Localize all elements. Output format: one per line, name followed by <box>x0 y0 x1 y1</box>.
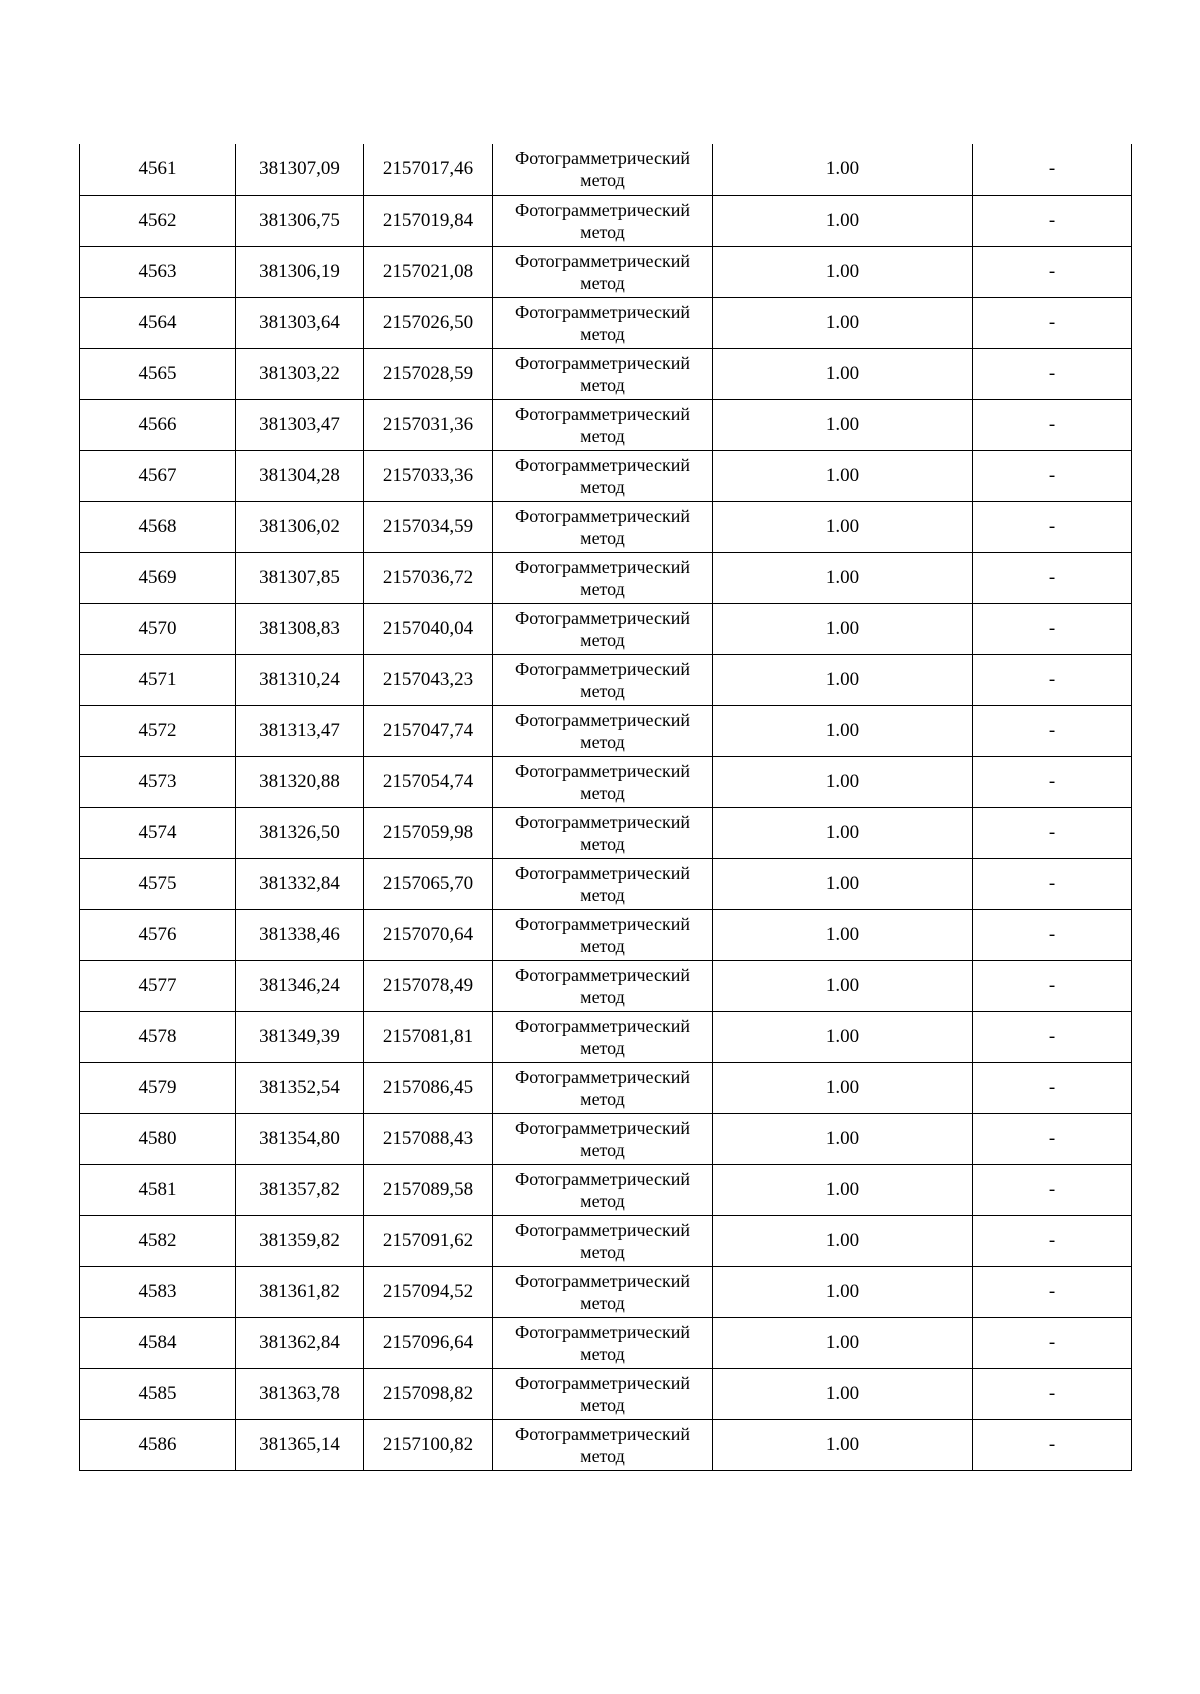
table-row <box>80 807 1132 858</box>
method-cell <box>493 858 713 909</box>
point-number-cell: 4563 <box>80 246 236 297</box>
note-cell: - <box>973 1419 1132 1470</box>
y-coordinate-cell: 2157036,72 <box>364 552 493 603</box>
method-line-1: Фотограмметрический <box>515 1372 690 1393</box>
table-row <box>80 195 1132 246</box>
note-cell: - <box>973 246 1132 297</box>
accuracy-cell: 1.00 <box>713 246 973 297</box>
point-number-cell: 4571 <box>80 654 236 705</box>
method-line-1: Фотограмметрический <box>515 913 690 934</box>
y-coordinate-cell: 2157034,59 <box>364 501 493 552</box>
table-row <box>80 909 1132 960</box>
point-number-cell: 4575 <box>80 858 236 909</box>
y-coordinate-cell: 2157028,59 <box>364 348 493 399</box>
method-cell <box>493 399 713 450</box>
point-number-cell: 4582 <box>80 1215 236 1266</box>
y-coordinate-cell: 2157086,45 <box>364 1062 493 1113</box>
x-coordinate-cell: 381346,24 <box>236 960 364 1011</box>
table-row <box>80 1164 1132 1215</box>
method-line-2: метод <box>580 170 625 191</box>
point-number-cell: 4584 <box>80 1317 236 1368</box>
x-coordinate-cell: 381359,82 <box>236 1215 364 1266</box>
method-line-1: Фотограмметрический <box>515 250 690 271</box>
accuracy-cell: 1.00 <box>713 195 973 246</box>
point-number-cell: 4569 <box>80 552 236 603</box>
table-row <box>80 552 1132 603</box>
y-coordinate-cell: 2157054,74 <box>364 756 493 807</box>
x-coordinate-cell: 381320,88 <box>236 756 364 807</box>
method-line-1: Фотограмметрический <box>515 301 690 322</box>
x-coordinate-cell: 381307,85 <box>236 552 364 603</box>
note-cell: - <box>973 1368 1132 1419</box>
method-line-2: метод <box>580 1394 625 1415</box>
accuracy-cell: 1.00 <box>713 603 973 654</box>
y-coordinate-cell: 2157031,36 <box>364 399 493 450</box>
point-number-cell: 4576 <box>80 909 236 960</box>
method-line-2: метод <box>580 629 625 650</box>
method-line-1: Фотограмметрический <box>515 1168 690 1189</box>
table-row <box>80 1062 1132 1113</box>
accuracy-cell: 1.00 <box>713 960 973 1011</box>
y-coordinate-cell: 2157081,81 <box>364 1011 493 1062</box>
method-cell <box>493 960 713 1011</box>
note-cell: - <box>973 960 1132 1011</box>
table-row <box>80 1215 1132 1266</box>
method-line-1: Фотограмметрический <box>515 811 690 832</box>
method-cell <box>493 450 713 501</box>
method-line-2: метод <box>580 221 625 242</box>
y-coordinate-cell: 2157059,98 <box>364 807 493 858</box>
note-cell: - <box>973 654 1132 705</box>
method-line-2: метод <box>580 476 625 497</box>
method-line-2: метод <box>580 1343 625 1364</box>
table-row <box>80 705 1132 756</box>
method-line-1: Фотограмметрический <box>515 454 690 475</box>
note-cell: - <box>973 1164 1132 1215</box>
accuracy-cell: 1.00 <box>713 1011 973 1062</box>
x-coordinate-cell: 381361,82 <box>236 1266 364 1317</box>
method-cell <box>493 1215 713 1266</box>
method-line-1: Фотограмметрический <box>515 148 690 169</box>
method-cell <box>493 348 713 399</box>
point-number-cell: 4564 <box>80 297 236 348</box>
accuracy-cell: 1.00 <box>713 1215 973 1266</box>
accuracy-cell: 1.00 <box>713 1317 973 1368</box>
method-line-2: метод <box>580 1190 625 1211</box>
point-number-cell: 4561 <box>80 144 236 195</box>
method-cell <box>493 909 713 960</box>
note-cell: - <box>973 1266 1132 1317</box>
point-number-cell: 4581 <box>80 1164 236 1215</box>
x-coordinate-cell: 381326,50 <box>236 807 364 858</box>
point-number-cell: 4565 <box>80 348 236 399</box>
method-line-2: метод <box>580 884 625 905</box>
table-row <box>80 246 1132 297</box>
point-number-cell: 4583 <box>80 1266 236 1317</box>
method-line-1: Фотограмметрический <box>515 1219 690 1240</box>
method-line-1: Фотограмметрический <box>515 1270 690 1291</box>
accuracy-cell: 1.00 <box>713 1164 973 1215</box>
note-cell: - <box>973 297 1132 348</box>
method-line-2: метод <box>580 425 625 446</box>
x-coordinate-cell: 381357,82 <box>236 1164 364 1215</box>
method-cell <box>493 807 713 858</box>
point-number-cell: 4577 <box>80 960 236 1011</box>
method-line-2: метод <box>580 1445 625 1466</box>
method-line-1: Фотограмметрический <box>515 1423 690 1444</box>
x-coordinate-cell: 381307,09 <box>236 144 364 195</box>
point-number-cell: 4572 <box>80 705 236 756</box>
method-line-2: метод <box>580 1088 625 1109</box>
method-cell <box>493 1266 713 1317</box>
point-number-cell: 4574 <box>80 807 236 858</box>
method-cell <box>493 1062 713 1113</box>
accuracy-cell: 1.00 <box>713 348 973 399</box>
accuracy-cell: 1.00 <box>713 501 973 552</box>
method-cell <box>493 603 713 654</box>
x-coordinate-cell: 381354,80 <box>236 1113 364 1164</box>
method-line-1: Фотограмметрический <box>515 505 690 526</box>
point-number-cell: 4573 <box>80 756 236 807</box>
method-cell <box>493 1368 713 1419</box>
note-cell: - <box>973 552 1132 603</box>
accuracy-cell: 1.00 <box>713 399 973 450</box>
method-cell <box>493 195 713 246</box>
method-cell <box>493 246 713 297</box>
coordinates-table <box>79 144 1132 1471</box>
note-cell: - <box>973 1113 1132 1164</box>
table-row <box>80 450 1132 501</box>
method-line-1: Фотограмметрический <box>515 964 690 985</box>
table-row <box>80 399 1132 450</box>
method-line-2: метод <box>580 272 625 293</box>
y-coordinate-cell: 2157026,50 <box>364 297 493 348</box>
note-cell: - <box>973 1317 1132 1368</box>
note-cell: - <box>973 603 1132 654</box>
table-row <box>80 1317 1132 1368</box>
x-coordinate-cell: 381308,83 <box>236 603 364 654</box>
x-coordinate-cell: 381303,47 <box>236 399 364 450</box>
method-line-1: Фотограмметрический <box>515 862 690 883</box>
method-line-2: метод <box>580 1037 625 1058</box>
table-row <box>80 348 1132 399</box>
point-number-cell: 4562 <box>80 195 236 246</box>
method-line-2: метод <box>580 1139 625 1160</box>
method-line-1: Фотограмметрический <box>515 403 690 424</box>
y-coordinate-cell: 2157100,82 <box>364 1419 493 1470</box>
accuracy-cell: 1.00 <box>713 1113 973 1164</box>
note-cell: - <box>973 348 1132 399</box>
table-row <box>80 1113 1132 1164</box>
method-line-1: Фотограмметрический <box>515 709 690 730</box>
method-line-2: метод <box>580 1292 625 1313</box>
accuracy-cell: 1.00 <box>713 1368 973 1419</box>
x-coordinate-cell: 381363,78 <box>236 1368 364 1419</box>
y-coordinate-cell: 2157040,04 <box>364 603 493 654</box>
method-line-2: метод <box>580 680 625 701</box>
accuracy-cell: 1.00 <box>713 552 973 603</box>
table-row <box>80 1368 1132 1419</box>
y-coordinate-cell: 2157094,52 <box>364 1266 493 1317</box>
accuracy-cell: 1.00 <box>713 705 973 756</box>
method-cell <box>493 1164 713 1215</box>
table-row <box>80 960 1132 1011</box>
x-coordinate-cell: 381338,46 <box>236 909 364 960</box>
point-number-cell: 4566 <box>80 399 236 450</box>
x-coordinate-cell: 381332,84 <box>236 858 364 909</box>
accuracy-cell: 1.00 <box>713 1062 973 1113</box>
table-row <box>80 501 1132 552</box>
method-line-2: метод <box>580 986 625 1007</box>
method-line-1: Фотограмметрический <box>515 1321 690 1342</box>
note-cell: - <box>973 756 1132 807</box>
accuracy-cell: 1.00 <box>713 450 973 501</box>
x-coordinate-cell: 381362,84 <box>236 1317 364 1368</box>
table-row <box>80 654 1132 705</box>
note-cell: - <box>973 195 1132 246</box>
method-line-2: метод <box>580 782 625 803</box>
y-coordinate-cell: 2157065,70 <box>364 858 493 909</box>
table-row <box>80 1419 1132 1470</box>
method-line-2: метод <box>580 1241 625 1262</box>
x-coordinate-cell: 381352,54 <box>236 1062 364 1113</box>
x-coordinate-cell: 381306,75 <box>236 195 364 246</box>
note-cell: - <box>973 705 1132 756</box>
y-coordinate-cell: 2157089,58 <box>364 1164 493 1215</box>
note-cell: - <box>973 1215 1132 1266</box>
table-row <box>80 1011 1132 1062</box>
accuracy-cell: 1.00 <box>713 807 973 858</box>
x-coordinate-cell: 381365,14 <box>236 1419 364 1470</box>
method-cell <box>493 144 713 195</box>
method-line-2: метод <box>580 374 625 395</box>
table-row <box>80 297 1132 348</box>
x-coordinate-cell: 381310,24 <box>236 654 364 705</box>
table-row <box>80 603 1132 654</box>
note-cell: - <box>973 1011 1132 1062</box>
method-line-1: Фотограмметрический <box>515 556 690 577</box>
point-number-cell: 4570 <box>80 603 236 654</box>
accuracy-cell: 1.00 <box>713 756 973 807</box>
accuracy-cell: 1.00 <box>713 858 973 909</box>
y-coordinate-cell: 2157047,74 <box>364 705 493 756</box>
method-line-1: Фотограмметрический <box>515 1015 690 1036</box>
method-cell <box>493 654 713 705</box>
y-coordinate-cell: 2157017,46 <box>364 144 493 195</box>
method-line-1: Фотограмметрический <box>515 607 690 628</box>
method-cell <box>493 705 713 756</box>
point-number-cell: 4568 <box>80 501 236 552</box>
y-coordinate-cell: 2157098,82 <box>364 1368 493 1419</box>
point-number-cell: 4585 <box>80 1368 236 1419</box>
y-coordinate-cell: 2157088,43 <box>364 1113 493 1164</box>
method-line-1: Фотограмметрический <box>515 1117 690 1138</box>
table-row <box>80 144 1132 195</box>
accuracy-cell: 1.00 <box>713 909 973 960</box>
y-coordinate-cell: 2157033,36 <box>364 450 493 501</box>
method-line-1: Фотограмметрический <box>515 760 690 781</box>
note-cell: - <box>973 399 1132 450</box>
x-coordinate-cell: 381304,28 <box>236 450 364 501</box>
method-cell <box>493 1113 713 1164</box>
point-number-cell: 4580 <box>80 1113 236 1164</box>
method-cell <box>493 501 713 552</box>
note-cell: - <box>973 144 1132 195</box>
method-cell <box>493 1317 713 1368</box>
y-coordinate-cell: 2157021,08 <box>364 246 493 297</box>
method-cell <box>493 297 713 348</box>
accuracy-cell: 1.00 <box>713 1419 973 1470</box>
x-coordinate-cell: 381306,19 <box>236 246 364 297</box>
method-line-2: метод <box>580 578 625 599</box>
accuracy-cell: 1.00 <box>713 297 973 348</box>
point-number-cell: 4567 <box>80 450 236 501</box>
table-row <box>80 858 1132 909</box>
x-coordinate-cell: 381303,22 <box>236 348 364 399</box>
method-line-2: метод <box>580 731 625 752</box>
table-body <box>80 144 1132 1470</box>
method-cell <box>493 756 713 807</box>
method-cell <box>493 1419 713 1470</box>
method-line-2: метод <box>580 323 625 344</box>
accuracy-cell: 1.00 <box>713 144 973 195</box>
method-line-1: Фотограмметрический <box>515 199 690 220</box>
y-coordinate-cell: 2157043,23 <box>364 654 493 705</box>
method-line-1: Фотограмметрический <box>515 1066 690 1087</box>
y-coordinate-cell: 2157070,64 <box>364 909 493 960</box>
table-row <box>80 1266 1132 1317</box>
note-cell: - <box>973 450 1132 501</box>
note-cell: - <box>973 858 1132 909</box>
method-cell <box>493 552 713 603</box>
y-coordinate-cell: 2157091,62 <box>364 1215 493 1266</box>
note-cell: - <box>973 501 1132 552</box>
method-line-2: метод <box>580 935 625 956</box>
x-coordinate-cell: 381349,39 <box>236 1011 364 1062</box>
method-cell <box>493 1011 713 1062</box>
note-cell: - <box>973 1062 1132 1113</box>
accuracy-cell: 1.00 <box>713 1266 973 1317</box>
table-row <box>80 756 1132 807</box>
note-cell: - <box>973 807 1132 858</box>
x-coordinate-cell: 381306,02 <box>236 501 364 552</box>
y-coordinate-cell: 2157096,64 <box>364 1317 493 1368</box>
point-number-cell: 4586 <box>80 1419 236 1470</box>
method-line-1: Фотограмметрический <box>515 658 690 679</box>
y-coordinate-cell: 2157019,84 <box>364 195 493 246</box>
y-coordinate-cell: 2157078,49 <box>364 960 493 1011</box>
point-number-cell: 4579 <box>80 1062 236 1113</box>
accuracy-cell: 1.00 <box>713 654 973 705</box>
point-number-cell: 4578 <box>80 1011 236 1062</box>
x-coordinate-cell: 381313,47 <box>236 705 364 756</box>
method-line-1: Фотограмметрический <box>515 352 690 373</box>
method-line-2: метод <box>580 833 625 854</box>
note-cell: - <box>973 909 1132 960</box>
x-coordinate-cell: 381303,64 <box>236 297 364 348</box>
method-line-2: метод <box>580 527 625 548</box>
